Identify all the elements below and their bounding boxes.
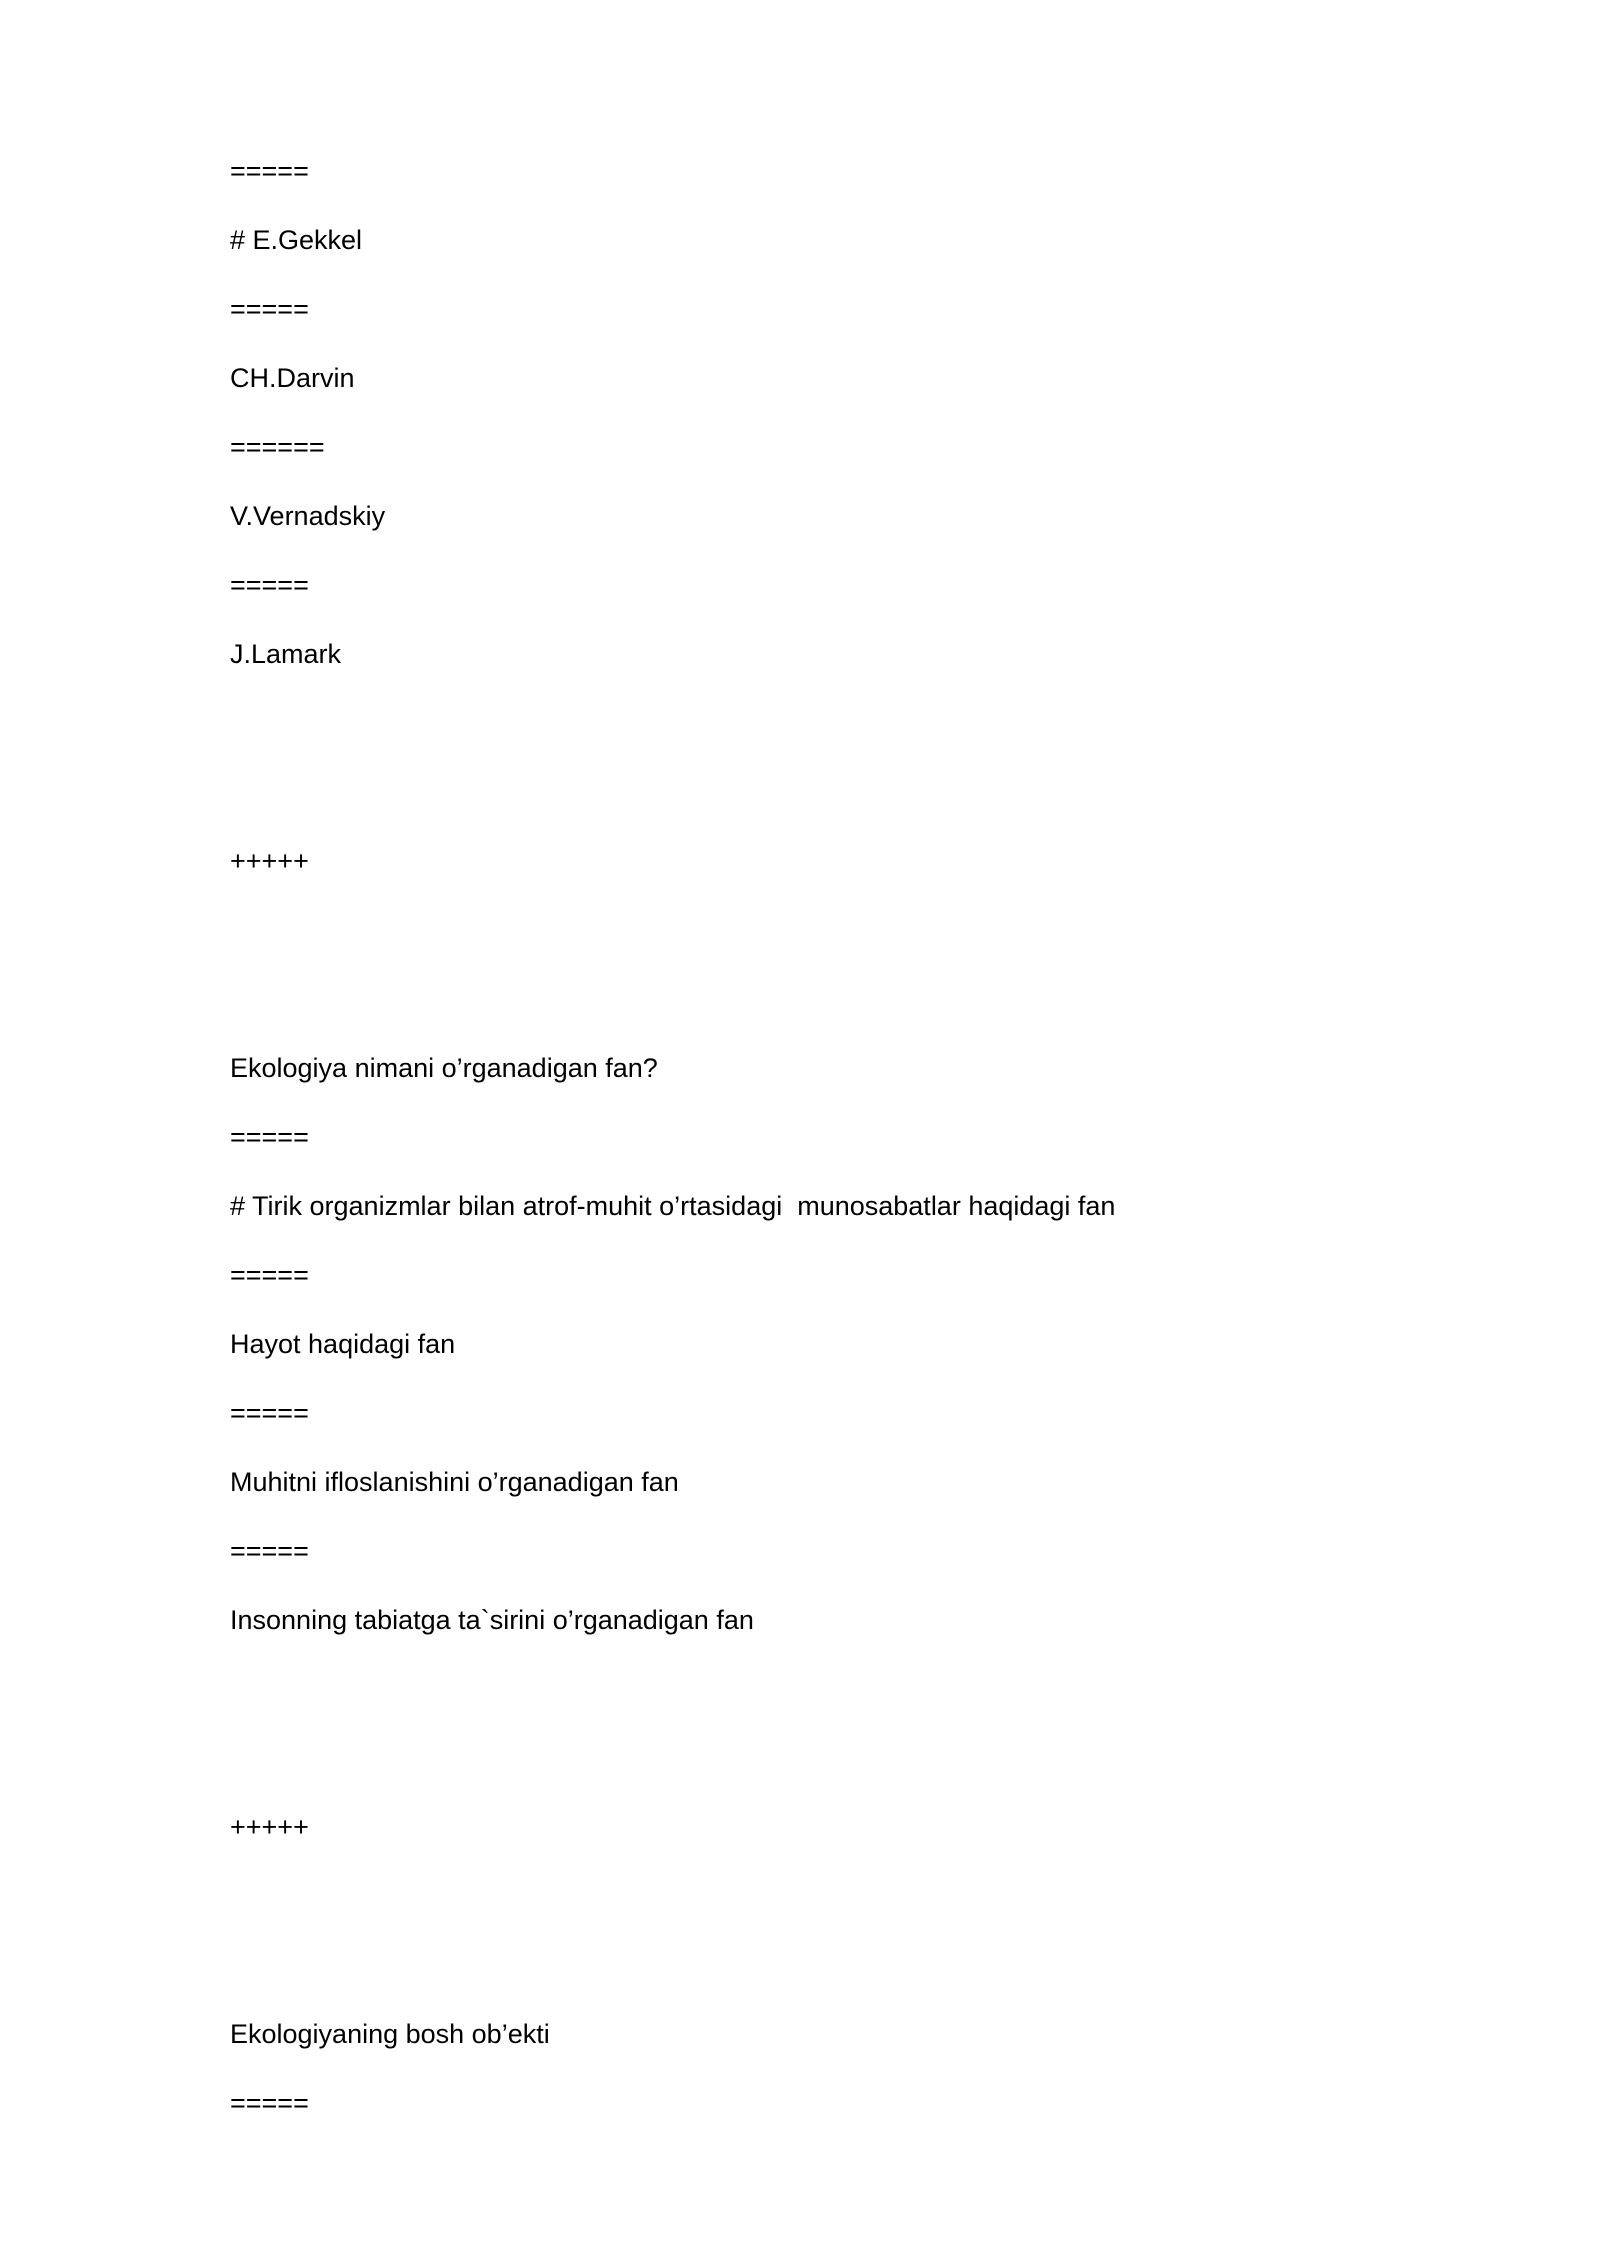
separator-line: ===== — [230, 294, 309, 324]
answer-option: Muhitni ifloslanishini o’rganadigan fan — [230, 1467, 679, 1497]
separator-line: ===== — [230, 570, 309, 600]
separator-line: ===== — [230, 1398, 309, 1428]
answer-option-correct: # E.Gekkel — [230, 225, 363, 255]
separator-line: ====== — [230, 432, 325, 462]
separator-line: ===== — [230, 1260, 309, 1290]
separator-line: ===== — [230, 1536, 309, 1566]
question-text: Ekologiya nimani o’rganadigan fan? — [230, 1053, 658, 1083]
question-separator: +++++ — [230, 846, 309, 876]
answer-option: Hayot haqidagi fan — [230, 1329, 456, 1359]
answer-option: CH.Darvin — [230, 363, 355, 393]
separator-line: ===== — [230, 156, 309, 186]
question-separator: +++++ — [230, 1812, 309, 1842]
question-text: Ekologiyaning bosh ob’ekti — [230, 2019, 550, 2049]
answer-option: Insonning tabiatga ta`sirini o’rganadigan fan — [230, 1605, 754, 1635]
separator-line: ===== — [230, 1122, 309, 1152]
answer-option-correct: # Tirik organizmlar bilan atrof-muhit o’rtasidagi munosabatlar haqidagi fan — [230, 1191, 1116, 1221]
answer-option: J.Lamark — [230, 639, 342, 669]
separator-line: ===== — [230, 2088, 309, 2118]
answer-option: V.Vernadskiy — [230, 501, 386, 531]
